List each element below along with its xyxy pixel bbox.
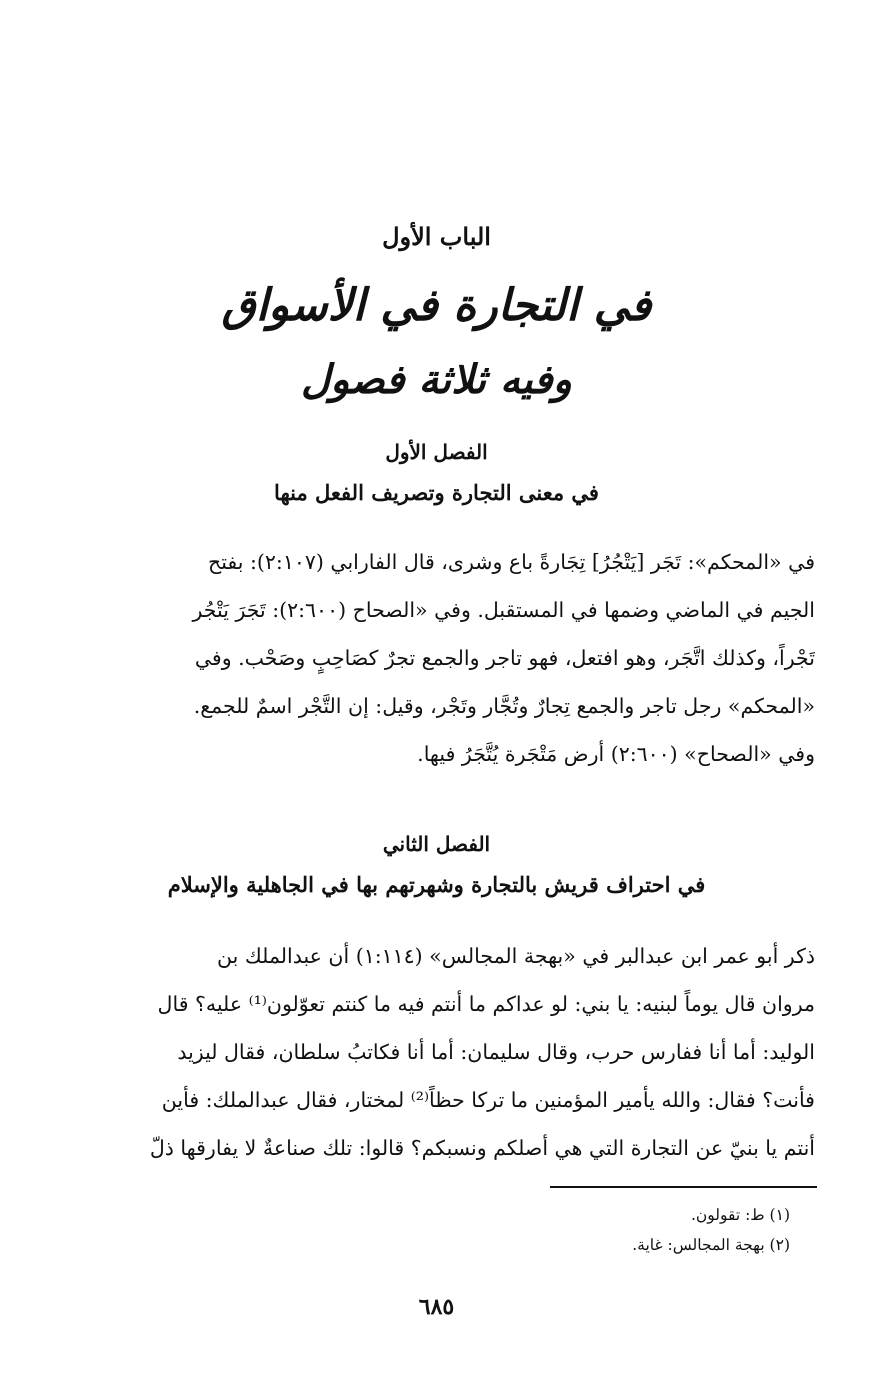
footnotes: [400, 1200, 790, 1260]
paragraph-line: في «المحكم»: تَجَر [يَتْجُرُ] تِجَارةً باع وشرى، قال الفارابي (٢:١٠٧): بفتح: [207, 550, 815, 574]
paragraph-line: أنتم يا بنيّ عن التجارة التي هي أصلكم ونسبكم؟ قالوا: تلك صناعةٌ لا يفارقها ذلّ: [149, 1136, 815, 1160]
paragraph-line: الجيم في الماضي وضمها في المستقبل. وفي «الصحاح (٢:٦٠٠): تَجَرَ يَتْجُر: [192, 598, 815, 622]
paragraph-line: ذكر أبو عمر ابن عبدالبر في «بهجة المجالس» (١:١١٤) أن عبدالملك بن: [217, 944, 815, 968]
section-1-label: الفصل الأول: [385, 440, 488, 464]
chapter-label: الباب الأول: [382, 222, 491, 251]
paragraph-line: فأنت؟ فقال: والله يأمير المؤمنين ما تركا حظاً⁽²⁾ لمختار، فقال عبدالملك: فأين: [161, 1088, 815, 1112]
section-1-title: في معنى التجارة وتصريف الفعل منها: [274, 480, 599, 505]
section-2-paragraph: [60, 932, 815, 1172]
paragraph-line: مروان قال يوماً لبنيه: يا بني: لو عداكم ما أنتم فيه ما كنتم تعوّلون⁽¹⁾ عليه؟ قال: [157, 992, 815, 1016]
paragraph-line: تَجْراً، وكذلك اتَّجَر، وهو افتعل، فهو تاجر والجمع تجرٌ كصَاحِبٍ وصَحْب. وفي: [194, 646, 815, 670]
paragraph-line: «المحكم» رجل تاجر والجمع تِجارٌ وتُجَّار وتَجْر، وقيل: إن التَّجْر اسمٌ للجمع.: [193, 694, 815, 718]
paragraph-line: وفي «الصحاح» (٢:٦٠٠) أرض مَتْجَرة يُتَّجَرُ فيها.: [417, 742, 815, 766]
section-2-label: الفصل الثاني: [382, 832, 491, 856]
page-number: ٦٨٥: [418, 1294, 455, 1320]
footnote: (١) ط: تقولون.: [690, 1206, 790, 1224]
footnote-divider: [550, 1186, 817, 1188]
paragraph-line: الوليد: أما أنا ففارس حرب، وقال سليمان: أما أنا فكاتبُ سلطان، فقال ليزيد: [177, 1040, 815, 1064]
chapter-subtitle: وفيه ثلاثة فصول: [301, 356, 572, 403]
section-2-title: في احتراف قريش بالتجارة وشهرتهم بها في الجاهلية والإسلام: [167, 872, 706, 897]
footnote: (٢) بهجة المجالس: غاية.: [632, 1236, 790, 1254]
section-1-paragraph: [60, 538, 815, 778]
chapter-title: في التجارة في الأسواق: [221, 280, 652, 331]
